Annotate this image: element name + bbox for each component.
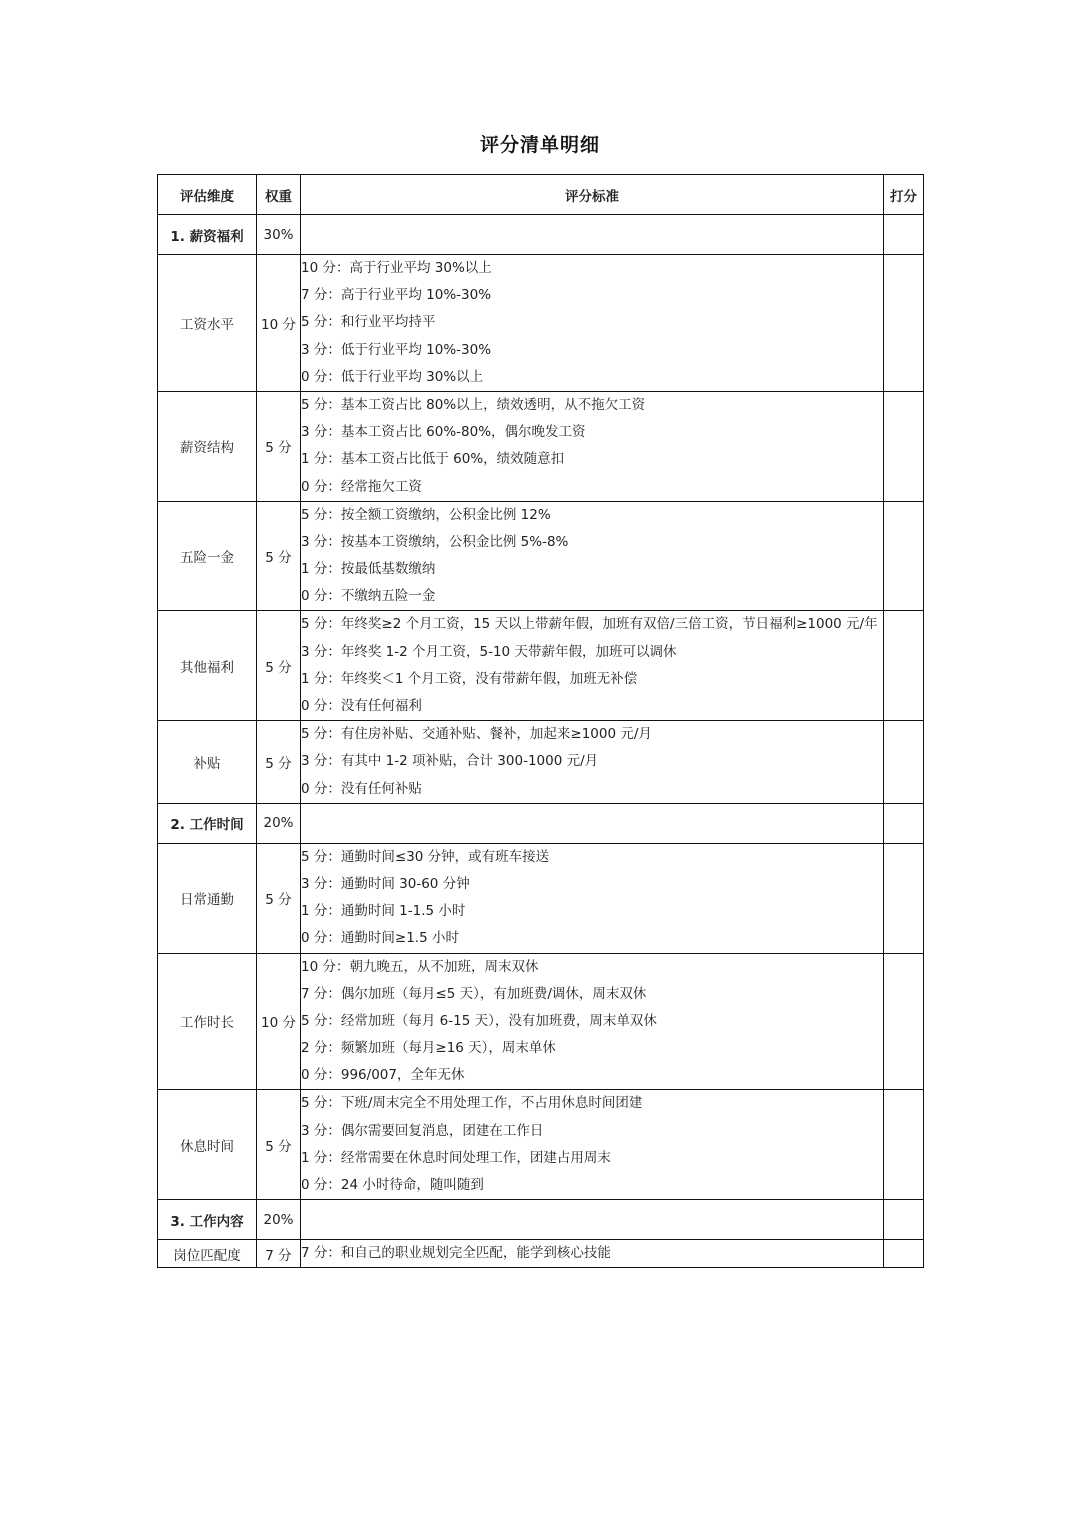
criteria-list [301, 255, 884, 392]
score-cell[interactable] [884, 803, 924, 843]
score-cell[interactable] [884, 1200, 924, 1240]
criterion-row [158, 255, 924, 392]
dimension-label: 其他福利 [158, 611, 257, 721]
section-label: 1. 薪资福利 [158, 215, 257, 255]
header-weight: 权重 [257, 175, 301, 215]
section-criteria-empty [301, 803, 884, 843]
header-criteria: 评分标准 [301, 175, 884, 215]
score-cell[interactable] [884, 391, 924, 501]
page-title: 评分清单明细 [479, 134, 600, 156]
criteria-line: 3 分：基本工资占比 60%-80%，偶尔晚发工资 [301, 424, 586, 441]
criterion-row [158, 611, 924, 721]
section-row [158, 803, 924, 843]
criteria-line: 0 分：没有任何福利 [301, 698, 422, 714]
score-cell[interactable] [884, 215, 924, 255]
criteria-line: 1 分：按最低基数缴纳 [301, 561, 436, 578]
criteria-line: 5 分：和行业平均持平 [301, 314, 436, 331]
criterion-row [158, 953, 924, 1090]
score-cell[interactable] [884, 501, 924, 611]
criteria-line: 1 分：通勤时间 1-1.5 小时 [301, 903, 466, 920]
criteria-list [301, 501, 884, 611]
dimension-label: 岗位匹配度 [158, 1240, 257, 1268]
criteria-line: 5 分：下班/周末完全不用处理工作，不占用休息时间团建 [301, 1095, 643, 1112]
score-cell[interactable] [884, 611, 924, 721]
header-dimension: 评估维度 [158, 175, 257, 215]
weight-value: 5 分 [257, 611, 301, 721]
criteria-line: 0 分：没有任何补贴 [301, 780, 422, 797]
criteria-line: 2 分：频繁加班（每月≥16 天），周末单休 [301, 1040, 556, 1057]
criteria-line: 5 分：年终奖≥2 个月工资，15 天以上带薪年假，加班有双倍/三倍工资，节日福利≥1000 元/年 [301, 616, 878, 633]
criteria-line: 3 分：按基本工资缴纳，公积金比例 5%-8% [301, 533, 569, 550]
criteria-line: 7 分：和自己的职业规划完全匹配，能学到核心技能 [301, 1245, 611, 1262]
criteria-list [301, 391, 884, 501]
section-row [158, 215, 924, 255]
section-criteria-empty [301, 1200, 884, 1240]
criteria-list [301, 721, 884, 804]
section-weight: 30% [257, 215, 301, 255]
dimension-label: 工作时长 [158, 953, 257, 1090]
criteria-line: 3 分：低于行业平均 10%-30% [301, 341, 492, 358]
dimension-label: 五险一金 [158, 501, 257, 611]
section-weight: 20% [257, 1200, 301, 1240]
scoring-table [157, 174, 924, 1268]
criterion-row [158, 1090, 924, 1200]
weight-value: 7 分 [257, 1240, 301, 1268]
criterion-row [158, 501, 924, 611]
criteria-line: 0 分：通勤时间≥1.5 小时 [301, 930, 459, 947]
dimension-label: 日常通勤 [158, 843, 257, 953]
criterion-row [158, 391, 924, 501]
dimension-label: 工资水平 [158, 255, 257, 392]
criteria-line: 3 分：偶尔需要回复消息，团建在工作日 [301, 1122, 544, 1139]
criterion-row [158, 843, 924, 953]
table-body [158, 215, 924, 1268]
score-cell[interactable] [884, 1090, 924, 1200]
criteria-line: 5 分：基本工资占比 80%以上，绩效透明，从不拖欠工资 [301, 396, 646, 413]
criteria-line: 5 分：按全额工资缴纳，公积金比例 12% [301, 506, 551, 523]
criteria-line: 3 分：年终奖 1-2 个月工资，5-10 天带薪年假，加班可以调休 [301, 643, 677, 660]
dimension-label: 休息时间 [158, 1090, 257, 1200]
criteria-list [301, 1090, 884, 1200]
weight-value: 10 分 [257, 255, 301, 392]
criteria-line: 5 分：经常加班（每月 6-15 天），没有加班费，周末单双休 [301, 1012, 657, 1029]
criteria-list [301, 953, 884, 1090]
criteria-line: 7 分：偶尔加班（每月≤5 天），有加班费/调休，周末双休 [301, 985, 647, 1002]
section-label: 3. 工作内容 [158, 1200, 257, 1240]
section-weight: 20% [257, 803, 301, 843]
criteria-line: 0 分：低于行业平均 30%以上 [301, 368, 484, 385]
weight-value: 5 分 [257, 391, 301, 501]
score-cell[interactable] [884, 843, 924, 953]
weight-value: 5 分 [257, 843, 301, 953]
criteria-line: 5 分：通勤时间≤30 分钟，或有班车接送 [301, 848, 550, 865]
dimension-label: 薪资结构 [158, 391, 257, 501]
criteria-line: 0 分：不缴纳五险一金 [301, 588, 436, 605]
criteria-line: 10 分：高于行业平均 30%以上 [301, 260, 492, 276]
header-score: 打分 [884, 175, 924, 215]
section-label: 2. 工作时间 [158, 803, 257, 843]
criteria-line: 7 分：高于行业平均 10%-30% [301, 287, 492, 304]
score-cell[interactable] [884, 255, 924, 392]
section-criteria-empty [301, 215, 884, 255]
criteria-line: 10 分：朝九晚五，从不加班，周末双休 [301, 958, 539, 975]
table-header-row [158, 175, 924, 215]
criteria-line: 3 分：通勤时间 30-60 分钟 [301, 875, 470, 892]
score-cell[interactable] [884, 953, 924, 1090]
criterion-row [158, 1240, 924, 1268]
criteria-line: 5 分：有住房补贴、交通补贴、餐补，加起来≥1000 元/月 [301, 726, 652, 743]
score-cell[interactable] [884, 721, 924, 804]
criteria-list [301, 1240, 884, 1268]
criteria-line: 0 分：经常拖欠工资 [301, 478, 422, 495]
criteria-list [301, 611, 884, 721]
criteria-line: 1 分：基本工资占比低于 60%，绩效随意扣 [301, 451, 565, 468]
weight-value: 5 分 [257, 1090, 301, 1200]
criterion-row [158, 721, 924, 804]
criteria-line: 0 分：996/007，全年无休 [301, 1067, 465, 1084]
score-cell[interactable] [884, 1240, 924, 1268]
weight-value: 5 分 [257, 721, 301, 804]
criteria-line: 1 分：年终奖＜1 个月工资，没有带薪年假，加班无补偿 [301, 670, 638, 687]
criteria-line: 3 分：有其中 1-2 项补贴，合计 300-1000 元/月 [301, 753, 599, 770]
criteria-line: 1 分：经常需要在休息时间处理工作，团建占用周末 [301, 1149, 611, 1166]
weight-value: 5 分 [257, 501, 301, 611]
criteria-list [301, 843, 884, 953]
weight-value: 10 分 [257, 953, 301, 1090]
section-row [158, 1200, 924, 1240]
dimension-label: 补贴 [158, 721, 257, 804]
criteria-line: 0 分：24 小时待命，随叫随到 [301, 1177, 484, 1193]
